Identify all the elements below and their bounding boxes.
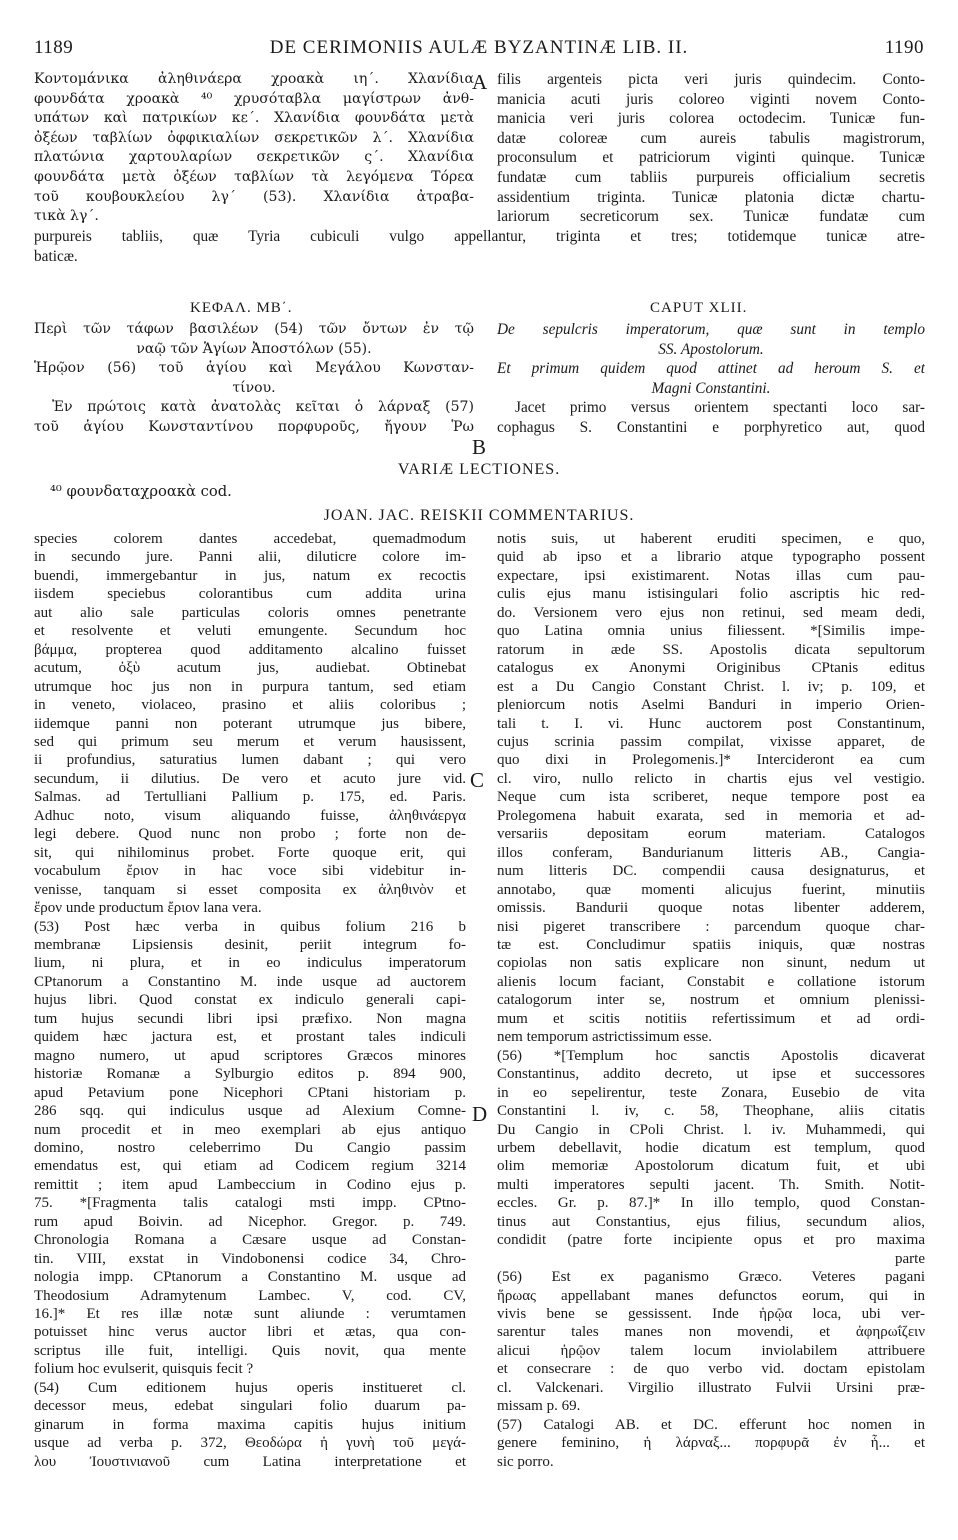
commentary-line: βάμμα, propterea quod additamento alcalino fuisset [34, 641, 466, 658]
commentary-line: buendi, immergebantur in jus, natum ex recoctis [34, 567, 466, 584]
commentary-line: tæ est. Concludimur spatiis iniquis, quæ nostras [497, 936, 925, 953]
greek-line: ὀξέων ταβλίων ὀφφικιαλίων σεκρετικῶν λ΄. Χλανίδια [34, 129, 474, 146]
commentary-left-column [34, 530, 466, 1471]
commentary-line: copiolas non satis explicare non sinunt, nedum ut [497, 955, 925, 972]
commentary-line: quidem hæc jactura est, et prostant tales indiculi [34, 1029, 466, 1046]
commentary-line: Neque cum ista scriberet, neque tempore post ea [497, 789, 925, 806]
commentary-line: cl. viro, nullo relicto in chartis ejus vel vestigio. [497, 770, 925, 787]
latin-line: cophagus S. Constantini e porphyretico aut, quod [497, 418, 925, 436]
commentary-line: sarentur tales manes non movendi, et ἀφηρωΐζειν [497, 1324, 925, 1341]
commentary-line: ratorum in æde SS. Apostolis dicata sepultorum [497, 641, 925, 658]
commentary-line: legi debere. Quod nunc non probo ; forte non de- [34, 826, 466, 843]
page-number-left: 1189 [34, 37, 74, 58]
running-header [34, 37, 924, 59]
commentary-line: usque ad verba p. 372, Θεοδώρα ἡ γυνὴ τοῦ μεγά- [34, 1435, 466, 1452]
margin-letter-d: D [472, 1102, 488, 1126]
commentary-line: expectare, ipsi existimarent. Notas illas cum pau- [497, 567, 925, 584]
commentary-line: num litteris DC. compendii causa designaturus, et [497, 863, 925, 880]
commentary-line: missam p. 69. [497, 1398, 581, 1415]
commentary-line: tinus aut Constantius, ejus filius, secundum alios, [497, 1213, 925, 1230]
commentary-line: illos conferam, Bandurianum litteris AB., Cangia- [497, 844, 925, 861]
commentary-line: sit, qui nihilominus probet. Forte quoque erit, qui [34, 844, 466, 861]
footnote: ⁴⁰ φουνδαταχροακὰ cod. [50, 483, 232, 500]
commentary-line: quid ab ipso et a librario atque typographo possent [497, 549, 925, 566]
latin-line: proconsulum et patriciorum viginti quinque. Tunicæ [497, 149, 925, 167]
greek-line: φουνδάτα χροακὰ ⁴⁰ χρυσόταβλα μαγίστρων ἀνθ- [34, 90, 474, 107]
commentary-line: notis suis, ut haberent eruditi specimen, e quo, [497, 531, 925, 547]
full-width-text [34, 227, 925, 266]
commentary-line: Constantinus, addito decreto, ut ipse et successores [497, 1066, 925, 1083]
commentary-line: et consecrare : de quo verbo vid. doctam epistolam [497, 1361, 925, 1378]
commentary-line: annotabo, quæ momenti alicujus fuerint, minutiis [497, 881, 925, 898]
greek-text-column [34, 70, 474, 227]
commentary-line: nologia impp. CPtanorum a Constantino M. usque ad [34, 1269, 466, 1286]
chapter-heading-greek: ΚΕΦΑΛ. ΜΒ΄. [190, 300, 293, 316]
commentary-line: versariis depositam eorum materiam. Catalogos [497, 826, 925, 843]
commentary-line: cl. Valckenari. Virgilio illustrato Fulvii Ursini præ- [497, 1379, 925, 1396]
margin-letter-a: A [472, 70, 488, 94]
commentary-line: (53) Post hæc verba in quibus folium 216 b [34, 918, 466, 935]
commentary-line: do. Versionem vero ejus non retinui, sed meam dedi, [497, 604, 925, 621]
commentary-line: et resolvente et veluti emungente. Secundum hoc [34, 623, 466, 640]
commentary-line: 286 sqq. qui indiculus usque ad Alexium Comne- [34, 1103, 466, 1120]
commentary-line: lium, ni plura, et in eo indiculus imperatorum [34, 955, 466, 972]
commentary-line: multi imperatores sepulti jacent. Th. Smith. Notit- [497, 1176, 925, 1193]
commentary-line: venisse, tanquam si esset composita ex ἀληθινὸν et [34, 881, 466, 898]
latin-line: Jacet primo versus orientem spectanti loco sar- [515, 399, 925, 417]
commentary-line: omissis. Bandurii quoque notas libenter adderem, [497, 900, 925, 917]
commentary-line: Constantini l. iv, c. 58, Theophane, aliis citatis [497, 1103, 925, 1120]
commentary-line: ἥρωας appellabant manes defunctos eorum, qui in [497, 1287, 925, 1304]
commentary-line: magno numero, ut apud scriptores Græcos minores [34, 1047, 466, 1064]
commentary-line: Chronologia Romana a Cæsare usque ad Constan- [34, 1232, 466, 1249]
commentary-line: historiæ Romanæ a Sylburgio editos p. 894 900, [34, 1066, 466, 1083]
margin-letter-b: B [472, 435, 487, 459]
commentary-line: domino, nostro celeberrimo Du Cangio passim [34, 1139, 466, 1156]
commentary-line: parte [895, 1250, 925, 1267]
chapter-heading-latin: CAPUT XLII. [650, 300, 748, 316]
greek-line: υπάτων καὶ πατρικίων κε΄. Χλανίδια φουνδάτα μετὰ [34, 110, 474, 127]
chapter-latin-text [497, 320, 925, 438]
commentary-line: in secundo jure. Panni alii, diluticre colore im- [34, 549, 466, 566]
commentary-line: est a Du Cangio Constant Christ. l. iv; p. 109, et [497, 678, 925, 695]
greek-line: Ἐν πρώτοις κατὰ ἀνατολὰς κεῖται ὁ λάρναξ (57) [52, 399, 474, 416]
margin-letter-c: C [470, 768, 485, 792]
commentary-line: acutum, ὀξὺ acutum jus, audiebat. Obtinebat [34, 660, 466, 677]
commentary-line: aut alio sale particulas coloris omnes penetrante [34, 604, 466, 621]
commentary-line: decessor meus, edebat singulari folio duarum pa- [34, 1398, 466, 1415]
commentary-line: hujus libri. Quod constat ex indiculo generali capi- [34, 992, 466, 1009]
commentary-line: catalogorum inter se, nostrum et omnium plenissi- [497, 992, 925, 1009]
commentary-line: tin. VIII, exstat in Vindobonensi codice 34, Chro- [34, 1250, 466, 1267]
greek-line: τίνου. [232, 379, 276, 396]
commentary-line: (57) Catalogi AB. et DC. efferunt hoc nomen in [497, 1416, 925, 1433]
commentary-line: alienis locum faciant, Constabit e collatione istorum [497, 973, 925, 990]
chapter-greek-text [34, 320, 474, 438]
commentary-line: alicui ἡρῷον talem locum inviolabilem attribuere [497, 1342, 925, 1359]
commentary-line: 75. *[Fragmenta talis catalogi msti impp. CPtno- [34, 1195, 466, 1212]
commentary-line: sic porro. [497, 1453, 554, 1470]
commentary-line: pleniorcum notis Aselmi Banduri in imperio Orien- [497, 697, 925, 714]
latin-line: lariorum secreticorum sex. Tunicæ fundatæ cum [497, 208, 925, 226]
latin-line: De sepulcris imperatorum, quæ sunt in templo [497, 321, 925, 338]
latin-text-column [497, 70, 925, 227]
latin-line: filis argenteis picta veri juris quindecim. Conto- [497, 71, 925, 88]
greek-line: ναῷ τῶν Ἁγίων Ἀποστόλων (55). [136, 340, 372, 357]
commentary-line: λου Ἰουστινιανοῦ cum Latina interpretatione et [34, 1453, 466, 1470]
latin-line: fundatæ cum tabliis purpureis officialium secretis [497, 168, 925, 186]
greek-line: τικὰ λγ΄. [34, 208, 99, 225]
variae-lectiones-title: VARIÆ LECTIONES. [397, 461, 561, 478]
commentary-line: scriptus ille fuit, intelligi. Quis novit, qua mente [34, 1342, 466, 1359]
commentary-line: quo Latina omnia unius filiessent. *[Similis impe- [497, 623, 925, 640]
commentary-line: 16.]* Et res illæ notæ sunt aliunde : verumtamen [34, 1306, 466, 1323]
commentary-line: (56) Est ex paganismo Græco. Veteres pagani [497, 1269, 925, 1286]
commentary-line: vivis bene se gessissent. Inde ἡρῷα loca, ubi ver- [497, 1306, 925, 1323]
commentary-line: remittit ; item apud Lambeccium in Codino ejus p. [34, 1176, 466, 1193]
commentary-line: iidemque panni non poterant utrumque jus bibere, [34, 715, 466, 732]
commentary-line: quo dixi in Prolegomenis.]* Intercideront ea cum [497, 752, 925, 769]
commentary-line: nem temporum astrictissimum esse. [497, 1029, 712, 1046]
commentary-line: iisdem speciebus colorantibus cum addita urina [34, 586, 466, 603]
commentary-line: sed qui primum seu merum et verum hausissent, [34, 733, 466, 750]
greek-line: Περὶ τῶν τάφων βασιλέων (54) τῶν ὄντων ἐν τῷ [34, 321, 474, 337]
greek-line: φουνδάτα μετὰ ὀξέων ταβλίων τὰ λεγόμενα Τόρεα [34, 168, 474, 185]
running-title: DE CERIMONIIS AULÆ BYZANTINÆ LIB. II. [269, 37, 689, 58]
commentary-line: Theodosium Adramytenum Lambec. V, cod. CV, [34, 1287, 466, 1304]
commentary-line: olim memoriæ Apostolorum dicatum fuit, et ubi [497, 1158, 925, 1175]
greek-line: Κοντομάνικα ἀληθινάερα χροακὰ ιη΄. Χλανίδια [34, 71, 474, 87]
commentary-line: ii profundius, saturatius lumen dabant ; qui vero [34, 752, 466, 769]
commentary-line: utrumque hoc jus non in purpura tantum, sed etiam [34, 678, 466, 695]
full-line: baticæ. [34, 247, 78, 265]
commentary-line: vocabulum ἔριον in hac voce sibi videbitur in- [34, 863, 466, 880]
commentary-line: nisi pigeret transcribere : parcendum quoque char- [497, 918, 925, 935]
commentary-line: mum et scitis notitiis refertissimum et ad ordi- [497, 1010, 925, 1027]
commentary-line: folium hoc evulserit, quisquis fecit ? [34, 1361, 254, 1378]
latin-line: Magni Constantini. [651, 379, 771, 397]
commentary-line: tali t. I. vi. Hunc auctorem post Constantinum, [497, 715, 925, 732]
greek-line: Ἡρῷον (56) τοῦ ἁγίου καὶ Μεγάλου Κωνσταν- [34, 360, 474, 377]
commentary-line: num procedit et in meo exemplari ab ejus antiquo [34, 1121, 466, 1138]
commentary-line: catalogus ex Anonymi Originibus CPtanis editus [497, 660, 925, 677]
latin-line: manicia veri juris colorea octodecim. Tunicæ fun- [497, 110, 925, 128]
commentary-line: secundum, ii dilutius. De vero et acuto jure vid. [34, 770, 466, 787]
latin-line: datæ coloreæ cum aureis tabulis magistrorum, [497, 129, 925, 147]
commentary-line: Prolegomena habuit exarata, sed in memoria et ad- [497, 807, 925, 824]
latin-line: SS. Apostolorum. [658, 340, 764, 358]
commentary-line: ἔρον unde productum ἔριον lana vera. [34, 900, 262, 917]
greek-line: τοῦ ἁγίου Κωνσταντίνου πορφυροῦς, ἤγουν Ῥω [34, 418, 474, 435]
commentary-line: culis ejus manu istisingulari folio ascriptis hic red- [497, 586, 925, 603]
commentary-line: condidit (patre forte incipiente opus et pro maxima [497, 1232, 925, 1249]
commentary-line: membranæ Lipsiensis desinit, periit integrum fo- [34, 936, 466, 953]
commentary-line: genere feminino, ἡ λάρναξ... πορφυρᾶ ἐν ἧ... et [497, 1435, 925, 1452]
commentary-line: rum apud Boivin. ad Nicephor. Gregor. p. 749. [34, 1213, 466, 1230]
full-line: purpureis tabliis, quæ Tyria cubiculi vulgo appellantur, triginta et tres; totidemque tunicæ atre- [34, 228, 925, 245]
commentary-right-column [497, 530, 925, 1471]
greek-line: πλατώνια χαρτουλαρίων σεκρετικῶν ς΄. Χλανίδια [34, 149, 474, 166]
commentary-line: cujus scrinia passim compilat, vixisse apparet, de [497, 733, 925, 750]
commentary-line: Adhuc noto, visum aliquando fuisse, ἀληθινάεργα [34, 807, 466, 824]
commentary-line: eccles. Gr. p. 87.]* In illo templo, quod Constan- [497, 1195, 925, 1212]
commentary-line: ginarum in forma maxima capitis hujus initium [34, 1416, 466, 1433]
latin-line: Et primum quidem quod attinet ad heroum S. et [497, 360, 925, 378]
commentary-line: (56) *[Templum hoc sanctis Apostolis dicaverat [497, 1047, 925, 1064]
commentary-line: species colorem dantes accedebat, quemadmodum [34, 531, 466, 547]
commentary-title: JOAN. JAC. REISKII COMMENTARIUS. [323, 507, 635, 524]
page-number-right: 1190 [884, 37, 924, 58]
commentary-line: apud Petavium pone Nicephori CPtani historiam p. [34, 1084, 466, 1101]
latin-line: assidentium triginta. Tunicæ platonia dictæ chartu- [497, 188, 925, 206]
commentary-line: in veneto, violaceo, prasino et aliis coloribus ; [34, 697, 466, 714]
greek-line: τοῦ κουβουκλείου λγ΄ (53). Χλανίδια ἀτραβα- [34, 188, 474, 205]
commentary-line: (54) Cum editionem hujus operis institueret cl. [34, 1379, 466, 1396]
commentary-line: tum hujus secundi libri ipsi præfixo. Non magna [34, 1010, 466, 1027]
commentary-line: Du Cangio in CPoli Christ. l. iv. Muhammedi, qui [497, 1121, 925, 1138]
commentary-line: CPtanorum a Constantino M. inde usque ad auctorem [34, 973, 466, 990]
commentary-line: emendatus est, qui etiam ad Codicem regium 3214 [34, 1158, 466, 1175]
commentary-line: Salmas. ad Tertulliani Pallium p. 175, ed. Paris. [34, 789, 466, 806]
commentary-line: urbem debellavit, hodie dicatum est templum, quod [497, 1139, 925, 1156]
commentary-line: potuisset hinc verus auctor libri et ætas, qua con- [34, 1324, 466, 1341]
commentary-line: in eo sepelirentur, teste Zonara, Eusebio de vita [497, 1084, 925, 1101]
latin-line: manicia acuti juris coloreo viginti novem Conto- [497, 90, 925, 108]
